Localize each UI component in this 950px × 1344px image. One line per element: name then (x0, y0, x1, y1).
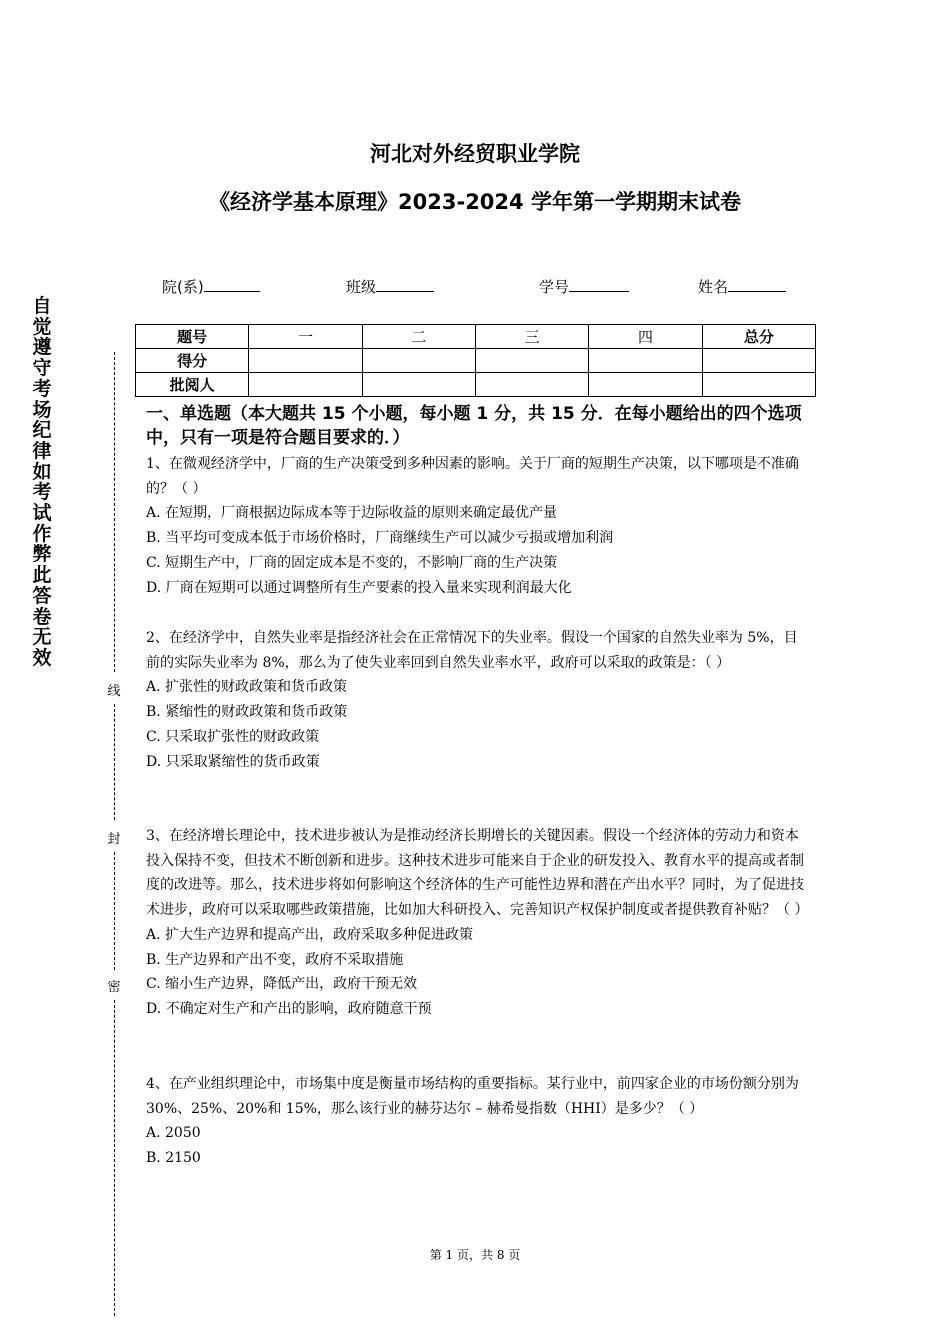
score-table (135, 324, 816, 397)
score-cell[interactable] (249, 349, 362, 373)
binding-line (114, 704, 115, 820)
score-table-header-cell: 二 (362, 325, 475, 349)
exam-title: 《经济学基本原理》2023-2024 学年第一学期期末试卷 (209, 190, 741, 214)
student-id-blank[interactable] (569, 277, 629, 292)
seal-mark-line: 线 (106, 680, 122, 699)
department-blank[interactable] (204, 277, 260, 292)
score-table-header-row (136, 325, 816, 349)
answer-option[interactable]: A. 2050 (146, 1125, 201, 1142)
name-field[interactable] (698, 276, 786, 297)
department-label: 院(系) (162, 278, 204, 296)
answer-option[interactable]: C. 短期生产中，厂商的固定成本是不变的，不影响厂商的生产决策 (146, 554, 558, 571)
answer-option[interactable]: B. 2150 (146, 1150, 201, 1167)
department-field[interactable] (162, 276, 260, 297)
question-stem: 4、在产业组织理论中，市场集中度是衡量市场结构的重要指标。某行业中，前四家企业的市场份额分别为 30%、25%、20%和 15%，那么该行业的赫芬达尔 – 赫希曼指数（HHI）是多少？（ ） (146, 1076, 799, 1117)
reviewer-cell[interactable] (475, 373, 588, 397)
question-stem: 1、在微观经济学中，厂商的生产决策受到多种因素的影响。关于厂商的短期生产决策，以下哪项是不准确的？（ ） (146, 456, 799, 497)
answer-option[interactable]: C. 缩小生产边界，降低产出，政府干预无效 (146, 976, 418, 993)
score-table-header-cell: 三 (475, 325, 588, 349)
school-name: 河北对外经贸职业学院 (370, 142, 580, 166)
score-table-header-cell: 总分 (702, 325, 815, 349)
reviewer-cell[interactable] (249, 373, 362, 397)
score-table-header-cell: 四 (589, 325, 702, 349)
reviewer-cell[interactable] (702, 373, 815, 397)
question-stem: 2、在经济学中，自然失业率是指经济社会在正常情况下的失业率。假设一个国家的自然失业率为 5%，目前的实际失业率为 8%，那么为了使失业率回到自然失业率水平，政府可以采取的政策是：（ ） (146, 630, 798, 671)
reviewer-cell[interactable] (589, 373, 702, 397)
section-title: 一、单选题（本大题共 15 个小题，每小题 1 分，共 15 分．在每小题给出的四个选项中，只有一项是符合题目要求的．） (146, 404, 802, 448)
binding-line (114, 352, 115, 672)
reviewer-row (136, 373, 816, 397)
class-blank[interactable] (376, 277, 434, 292)
seal-mark-seal: 封 (106, 828, 122, 847)
answer-option[interactable]: A. 扩大生产边界和提高产出，政府采取多种促进政策 (146, 926, 474, 943)
answer-option[interactable]: B. 生产边界和产出不变，政府不采取措施 (146, 951, 404, 968)
question-stem: 3、在经济增长理论中，技术进步被认为是推动经济长期增长的关键因素。假设一个经济体的劳动力和资本投入保持不变，但技术不断创新和进步。这种技术进步可能来自于企业的研发投入、教育水平的提高或者制度的改进等。那么，技术进步将如何影响这个经济体的生产可能性边界和潜在产出水平？同时，为了促进技术进步，政府可以采取哪些政策措施，比如加大科研投入、完善知识产权保护制度或者提供教育补贴？（ ） (146, 828, 809, 919)
answer-option[interactable]: B. 当平均可变成本低于市场价格时，厂商继续生产可以减少亏损或增加利润 (146, 530, 614, 547)
answer-option[interactable]: D. 不确定对生产和产出的影响，政府随意干预 (146, 1000, 432, 1017)
class-label: 班级 (346, 278, 377, 296)
binding-line (114, 852, 115, 970)
reviewer-row-label: 批阅人 (136, 373, 249, 397)
reviewer-cell[interactable] (362, 373, 475, 397)
page-number: 第 1 页，共 8 页 (429, 1248, 521, 1262)
binding-line (114, 1000, 115, 1316)
answer-option[interactable]: D. 厂商在短期可以通过调整所有生产要素的投入量来实现利润最大化 (146, 579, 572, 596)
question-3 (146, 824, 810, 1022)
score-cell[interactable] (702, 349, 815, 373)
answer-option[interactable]: A. 扩张性的财政政策和货币政策 (146, 679, 348, 696)
answer-option[interactable]: A. 在短期，厂商根据边际成本等于边际收益的原则来确定最优产量 (146, 505, 558, 522)
score-table-header-cell: 题号 (136, 325, 249, 349)
score-row (136, 349, 816, 373)
question-1 (146, 452, 810, 600)
question-4 (146, 1072, 810, 1171)
score-table-header-cell: 一 (249, 325, 362, 349)
answer-option[interactable]: D. 只采取紧缩性的货币政策 (146, 753, 320, 770)
seal-mark-secret: 密 (106, 976, 122, 995)
student-id-field[interactable] (539, 276, 629, 297)
score-cell[interactable] (589, 349, 702, 373)
answer-option[interactable]: B. 紧缩性的财政政策和货币政策 (146, 704, 348, 721)
score-cell[interactable] (362, 349, 475, 373)
exam-discipline-notice: 自觉遵守考场纪律如考试作弊此答卷无效 (32, 295, 52, 669)
answer-option[interactable]: C. 只采取扩张性的财政政策 (146, 728, 320, 745)
student-id-label: 学号 (539, 278, 570, 296)
score-row-label: 得分 (136, 349, 249, 373)
score-cell[interactable] (475, 349, 588, 373)
class-field[interactable] (346, 276, 434, 297)
question-2 (146, 626, 810, 774)
name-label: 姓名 (698, 278, 729, 296)
name-blank[interactable] (728, 277, 786, 292)
